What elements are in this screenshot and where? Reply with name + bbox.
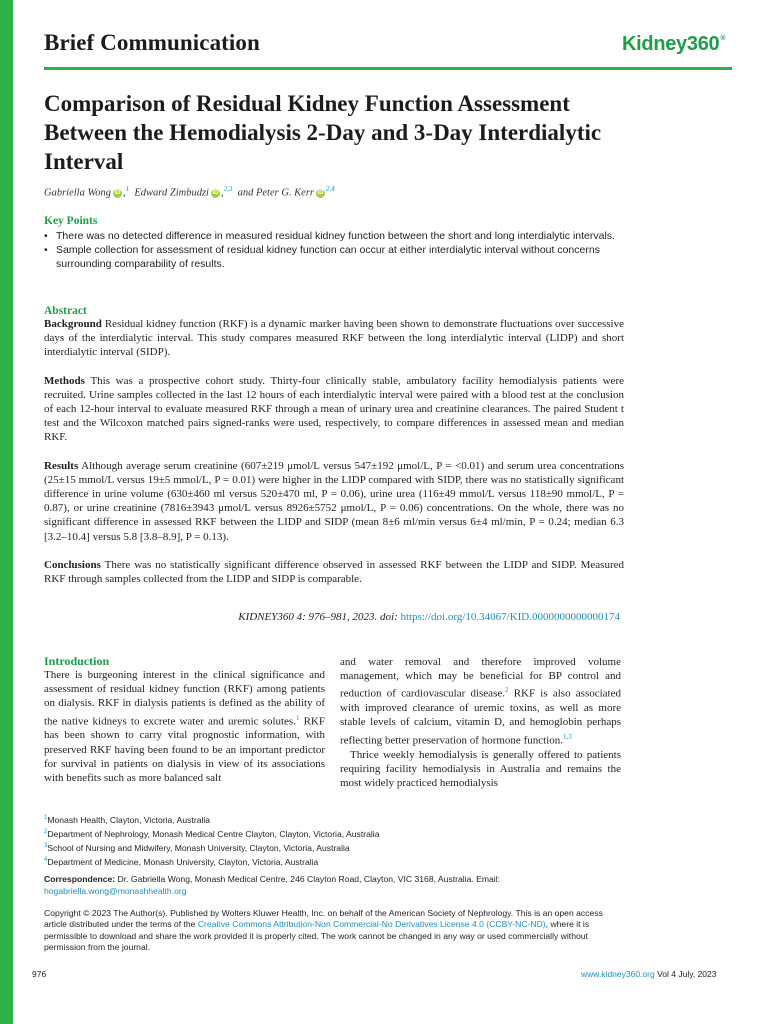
author-affiliation-ref: 1 xyxy=(125,185,130,193)
affiliation-number: 1 xyxy=(44,815,48,821)
body-column-left xyxy=(44,654,325,785)
abstract-heading: Abstract xyxy=(44,305,87,317)
author-name[interactable]: Edward Zimbudzi xyxy=(134,187,209,199)
introduction-paragraph xyxy=(340,655,621,748)
introduction-heading: Introduction xyxy=(44,654,110,668)
citation-text: KIDNEY360 4: 976–981, 2023. doi: xyxy=(238,611,398,623)
abstract-conclusions-lead: Conclusions xyxy=(44,558,101,571)
affiliation-text: Department of Medicine, Monash University, Clayton, Victoria, Australia xyxy=(47,856,319,867)
section-label: Brief Communication xyxy=(44,30,260,55)
abstract-conclusions-text: There was no statistically significant difference observed in assessed RKF between the LIDP and SIDP. Measured RKF through samples collected from the LIDP and SIDP is comparable. xyxy=(44,558,624,586)
orcid-icon[interactable]: iD xyxy=(317,189,324,196)
license-link[interactable]: Creative Commons Attribution-Non Commercial-No Derivatives License 4.0 (CCBY-NC-ND) xyxy=(197,919,546,930)
body-column-right xyxy=(340,655,621,790)
key-points xyxy=(44,215,624,271)
key-point-item: • Sample collection for assessment of residual kidney function can occur at either interdialytic interval without concerns surrounding comparability of results. xyxy=(44,243,624,271)
abstract-methods-lead: Methods xyxy=(44,374,85,387)
affiliation-number: 2 xyxy=(44,828,48,835)
key-points-list xyxy=(44,229,624,271)
side-accent-strip xyxy=(0,0,13,1024)
reference-link[interactable]: 1 xyxy=(295,713,300,722)
registered-mark: ® xyxy=(720,35,726,42)
abstract xyxy=(44,305,624,586)
affiliation-number: 3 xyxy=(44,842,48,849)
introduction-paragraph: Thrice weekly hemodialysis is generally offered to patients requiring facility hemodialysis in Australia and remains the most widely practiced hemodialysis xyxy=(340,748,621,789)
journal-site-link[interactable]: www.kidney360.org xyxy=(581,969,655,979)
affiliation-item xyxy=(44,826,379,840)
key-points-heading: Key Points xyxy=(44,215,98,227)
abstract-results xyxy=(44,459,624,544)
affiliation-text: Department of Nephrology, Monash Medical Centre Clayton, Clayton, Victoria, Australia xyxy=(47,828,380,839)
intro-text: RKF is also associated with improved clearance of uremic toxins, as well as more stable levels of calcium, vitamin D, and hemoglobin perhaps reflecting better preservation of hormone function. xyxy=(340,688,621,747)
author-list: Gabriella Wong iD ,$^1$ Edward Zimbudzi iD ,$^{2,3}$ and Peter G. Kerr iD $^{2,4}$ xyxy=(44,185,335,199)
author-affiliation-ref: 2,3 xyxy=(223,185,233,193)
orcid-icon[interactable]: iD xyxy=(114,189,121,196)
affiliation-number: 4 xyxy=(44,856,48,863)
issue-info: Vol 4 July, 2023 xyxy=(657,969,717,979)
doi-link[interactable]: https://doi.org/10.34067/KID.0000000000000174 xyxy=(400,611,620,623)
affiliation-item xyxy=(44,854,379,868)
copyright-text: , where it is permissible to download and share the work provided it is properly cited. The work cannot be changed in any way or used commercially without permission from the journal. xyxy=(44,919,590,952)
affiliation-item xyxy=(44,840,379,854)
abstract-background-text: Residual kidney function (RKF) is a dynamic marker having been shown to demonstrate fluctuations over successive days of the interdialytic interval. This study compares measured RKF between the long interdialytic interval (LIDP) and short interdialytic interval (SIDP). xyxy=(44,318,624,359)
affiliation-text: School of Nursing and Midwifery, Monash University, Clayton, Victoria, Australia xyxy=(47,842,350,853)
reference-link[interactable]: 1,3 xyxy=(562,732,572,741)
abstract-methods xyxy=(44,374,624,445)
correspondence-text: Dr. Gabriella Wong, Monash Medical Centre, 246 Clayton Road, Clayton, VIC 3168, Australia. Email: xyxy=(117,874,500,884)
journal-logo[interactable] xyxy=(622,33,724,56)
citation-line xyxy=(44,611,620,623)
correspondence-email-link[interactable]: hogabriella.wong@monashhealth.org xyxy=(44,886,187,896)
page-number: 976 xyxy=(32,969,47,979)
key-point-item: • There was no detected difference in measured residual kidney function between the short and long interdialytic intervals. xyxy=(44,229,624,243)
author-name[interactable]: Peter G. Kerr xyxy=(255,187,315,199)
affiliation-item xyxy=(44,812,379,826)
abstract-methods-text: This was a prospective cohort study. Thirty-four clinically stable, ambulatory facility hemodialysis patients were recruited. Urine samples collected in the last 12 hours of each interdialytic interval were paired with a blood test at the conclusion of each 12-hour interval to evaluate measured RKF through a mean of urinary urea and creatinine clearances. The paired Student t test and the Wilcoxon matched pairs signed-ranks were used, respectively, to compare differences in assessed mean and median RKF. xyxy=(44,374,624,444)
copyright-notice xyxy=(44,908,624,953)
correspondence xyxy=(44,873,624,897)
abstract-conclusions xyxy=(44,558,624,586)
intro-text: and water removal and therefore improved volume management, which may be beneficial for BP control and reduction of cardiovascular disease. xyxy=(340,656,621,701)
abstract-background xyxy=(44,317,624,360)
abstract-background-lead: Background xyxy=(44,318,102,330)
footer-info xyxy=(581,969,716,979)
affiliations xyxy=(44,812,379,867)
author-name[interactable]: Gabriella Wong xyxy=(44,187,111,199)
affiliation-text: Monash Health, Clayton, Victoria, Australia xyxy=(47,814,211,825)
copyright-text: Copyright © 2023 The Author(s). Published by Wolters Kluwer Health, Inc. on behalf of the American Society of Nephrology. This is an open access article distributed under the terms of the xyxy=(44,908,603,930)
abstract-results-text: Although average serum creatinine (607±219 μmol/L versus 547±192 μmol/L, P = <0.01) and serum urea concentrations (25±15 mmol/L versus 19±5 mmol/L, P = 0.01) were higher in the LIDP compared with SIDP, there was no statistically significant difference in urine volume (630±460 ml versus 520±470 ml, P = 0.06), urine urea (116±49 mmol/L versus 118±90 mmol/L, P = 0.87), or urine creatinine (7816±3943 μmol/L versus 8926±5752 μmol/L, P = 0.06) concentrations. On the whole, there was no significant difference in assessed RKF between the LIDP and SIDP (mean 8±6 ml/min versus 6±4 ml/min, P = 0.24; median 6.3 [3.2–10.4] versus 5.8 [3.8–8.9], P = 0.13). xyxy=(44,459,624,543)
abstract-results-lead: Results xyxy=(44,459,79,472)
author-affiliation-ref: 2,4 xyxy=(326,185,335,193)
journal-logo-text: Kidney360 xyxy=(622,33,720,55)
intro-text: RKF has been shown to carry vital prognostic information, with preserved RKF having been found to be an important predictor for survival in patients on dialysis in view of its associations with benefits such as more balanced salt xyxy=(44,715,325,785)
introduction-paragraph xyxy=(44,668,325,785)
header-rule xyxy=(44,67,732,70)
reference-link[interactable]: 2 xyxy=(504,686,509,695)
article-title: Comparison of Residual Kidney Function Assessment Between the Hemodialysis 2-Day and 3-Day Interdialytic Interval xyxy=(44,91,602,174)
correspondence-lead: Correspondence: xyxy=(44,874,116,884)
intro-text: There is burgeoning interest in the clinical significance and assessment of residual kidney function (RKF) among patients on dialysis. RKF in dialysis patients is defined as the ability of the native kidneys to excrete water and uremic solutes. xyxy=(44,669,325,728)
orcid-icon[interactable]: iD xyxy=(212,189,219,196)
author-conjunction: and xyxy=(237,187,254,199)
